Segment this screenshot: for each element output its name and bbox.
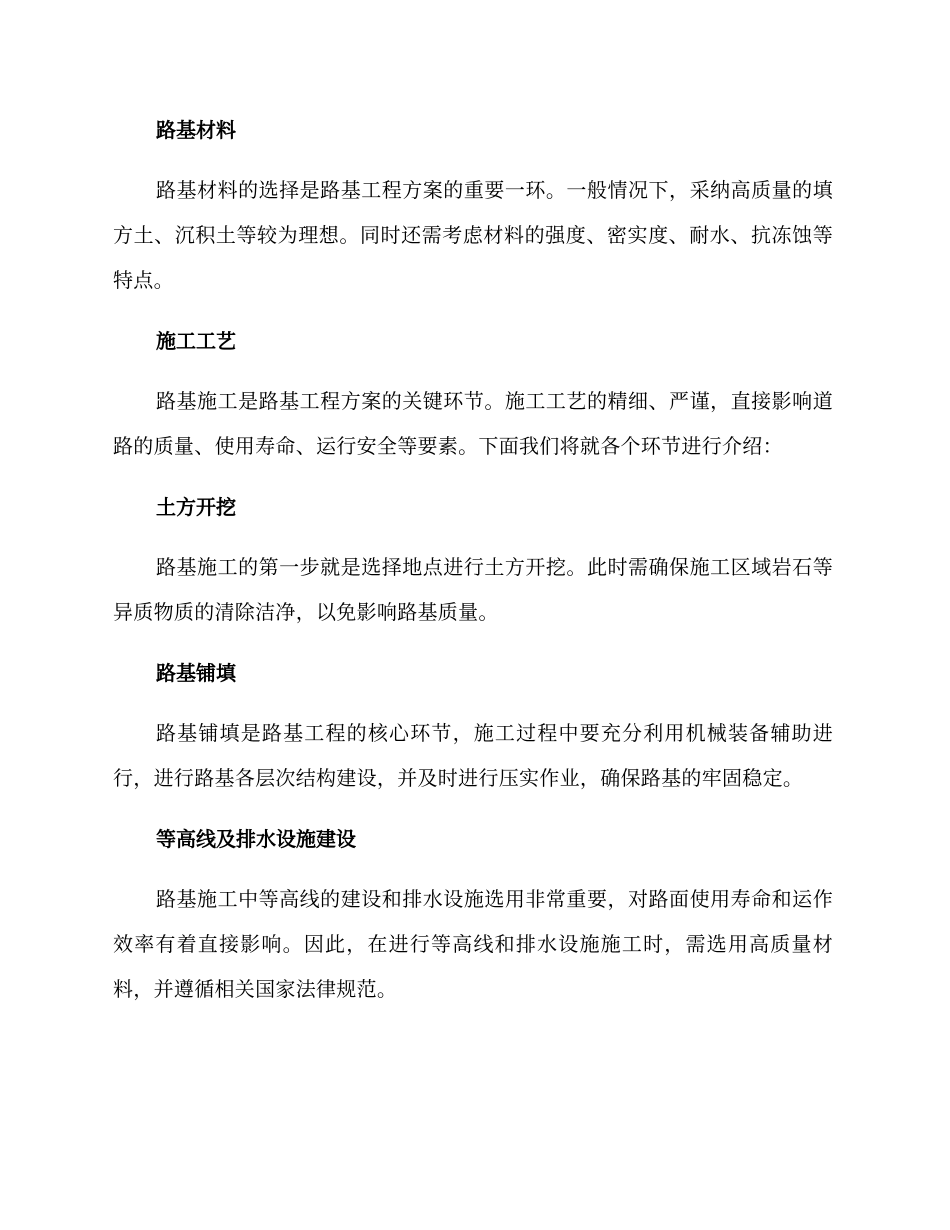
section-body-earth-excavation: 路基施工的第一步就是选择地点进行土方开挖。此时需确保施工区域岩石等异质物质的清除洁净，以免影响路基质量。 (113, 555, 833, 624)
section-heading-contour-drainage: 等高线及排水设施建设 (156, 827, 356, 851)
section-heading-subgrade-materials: 路基材料 (156, 118, 236, 142)
section-body-subgrade-filling: 路基铺填是路基工程的核心环节，施工过程中要充分利用机械装备辅助进行，进行路基各层次结构建设，并及时进行压实作业，确保路基的牢固稳定。 (113, 721, 833, 790)
section-heading-earth-excavation: 土方开挖 (156, 495, 236, 519)
section-heading-construction-process: 施工工艺 (156, 329, 236, 353)
section-heading-subgrade-filling: 路基铺填 (156, 661, 236, 685)
document-page (113, 110, 833, 1030)
section-body-construction-process: 路基施工是路基工程方案的关键环节。施工工艺的精细、严谨，直接影响道路的质量、使用寿命、运行安全等要素。下面我们将就各个环节进行介绍： (113, 389, 833, 458)
section-body-subgrade-materials: 路基材料的选择是路基工程方案的重要一环。一般情况下，采纳高质量的填方土、沉积土等较为理想。同时还需考虑材料的强度、密实度、耐水、抗冻蚀等特点。 (113, 178, 833, 292)
section-body-contour-drainage: 路基施工中等高线的建设和排水设施选用非常重要，对路面使用寿命和运作效率有着直接影响。因此，在进行等高线和排水设施施工时，需选用高质量材料，并遵循相关国家法律规范。 (113, 887, 833, 1001)
